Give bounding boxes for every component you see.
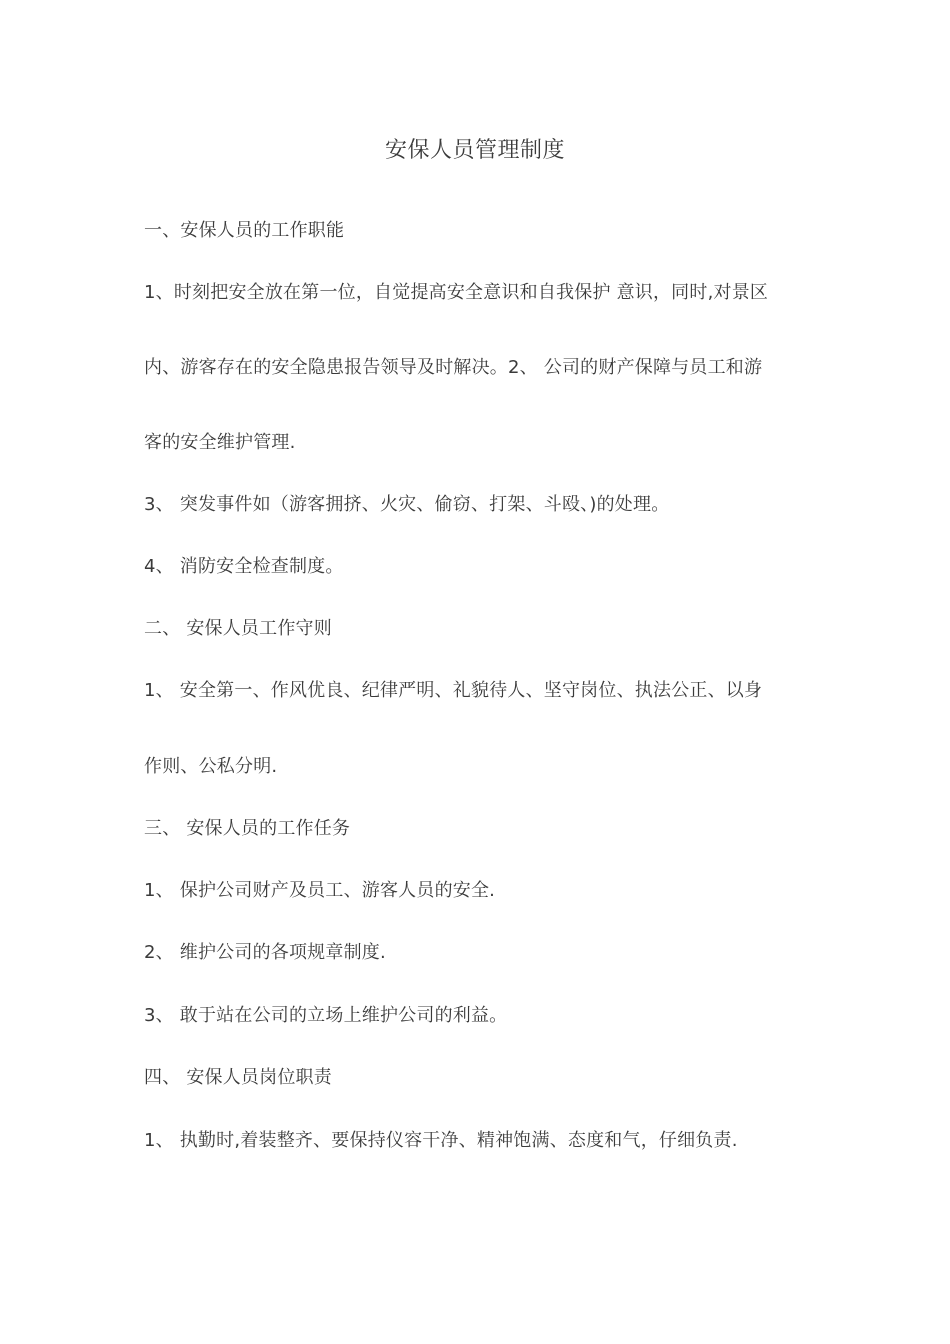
paragraph-line: 客的安全维护管理. bbox=[144, 432, 296, 453]
paragraph-line: 1、 保护公司财产及员工、游客人员的安全. bbox=[144, 880, 496, 901]
paragraph-line: 3、 敢于站在公司的立场上维护公司的利益。 bbox=[144, 1005, 508, 1026]
paragraph-line: 内、游客存在的安全隐患报告领导及时解决。2、 公司的财产保障与员工和游 bbox=[144, 357, 763, 378]
section-heading-3: 三、 安保人员的工作任务 bbox=[144, 818, 351, 839]
paragraph-line: 2、 维护公司的各项规章制度. bbox=[144, 942, 386, 963]
section-heading-4: 四、 安保人员岗位职责 bbox=[144, 1067, 332, 1088]
paragraph-line: 作则、公私分明. bbox=[144, 756, 278, 777]
paragraph-line: 4、 消防安全检查制度。 bbox=[144, 556, 344, 577]
document-title: 安保人员管理制度 bbox=[384, 138, 565, 163]
paragraph-line: 1、时刻把安全放在第一位，自觉提高安全意识和自我保护 意识，同时,对景区 bbox=[144, 282, 769, 303]
section-heading-2: 二、 安保人员工作守则 bbox=[144, 618, 332, 639]
section-heading-1: 一、安保人员的工作职能 bbox=[144, 220, 345, 241]
paragraph-line: 1、 执勤时,着装整齐、要保持仪容干净、精神饱满、态度和气，仔细负责. bbox=[144, 1130, 738, 1151]
paragraph-line: 3、 突发事件如（游客拥挤、火灾、偷窃、打架、斗殴、)的处理。 bbox=[144, 494, 670, 515]
paragraph-line: 1、 安全第一、作风优良、纪律严明、礼貌待人、坚守岗位、执法公正、以身 bbox=[144, 680, 763, 701]
